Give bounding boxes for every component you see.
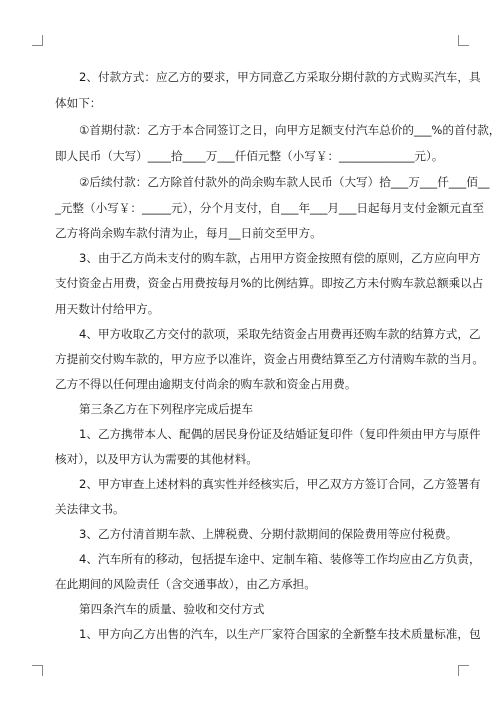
paragraph-line: 2、甲方审查上述材料的真实性并经核实后，甲乙双方方签订合同，乙方签署有 [79, 477, 481, 491]
paragraph-line: ①首期付款：乙方于本合同签订之日，向甲方足额支付汽车总价的___%的首付款， [79, 123, 500, 137]
paragraph-line: 4、汽车所有的移动，包括提车途中、定制车箱、装修等工作均应由乙方负责， [79, 552, 481, 566]
paragraph-line: _元整（小写￥：_____元），分个月支付，自___年___月___日起每月支付金额元直至 [55, 201, 484, 215]
paragraph-line: 在此期间的风险责任（含交通事故），由乙方承担。 [55, 577, 316, 591]
paragraph-line: 核对），以及甲方认为需要的其他材料。 [55, 452, 258, 466]
paragraph-line: 体如下： [55, 96, 102, 110]
corner-mark-bottom-left [32, 665, 43, 676]
paragraph-line: 4、甲方收取乙方交付的款项，采取先结资金占用费再还购车款的结算方式，乙 [79, 327, 481, 341]
paragraph-line: 支付资金占用费，资金占用费按每月%的比例结算。即按乙方未付购车款总额乘以占 [55, 276, 484, 290]
section-heading: 第三条乙方在下列程序完成后提车 [79, 402, 253, 416]
paragraph-line: 3、由于乙方尚未支付的购车款，占用甲方资金按照有偿的原则，乙方应向甲方 [79, 251, 481, 265]
paragraph-line: 乙方不得以任何理由逾期支付尚余的购车款和资金占用费。 [55, 377, 357, 391]
section-heading: 第四条汽车的质量、验收和交付方式 [79, 602, 265, 616]
paragraph-line: 2、付款方式：应乙方的要求，甲方同意乙方采取分期付款的方式购买汽车，具 [79, 70, 481, 84]
paragraph-line: 3、乙方付清首期车款、上牌税费、分期付款期间的保险费用等应付税费。 [79, 527, 458, 541]
paragraph-line: 乙方将尚余购车款付清为止，每月__日前交至甲方。 [55, 226, 322, 240]
corner-mark-bottom-right [458, 665, 469, 676]
paragraph-line: 方提前交付购车款的，甲方应予以准许，资金占用费结算至乙方付清购车款的当月。 [55, 352, 484, 366]
paragraph-line: ②后续付款：乙方除首付款外的尚余购车款人民币（大写）拾___万___仟___佰__ [79, 175, 490, 189]
paragraph-line: 1、乙方携带本人、配偶的居民身份证及结婚证复印件（复印件须由甲方与原件 [79, 427, 481, 441]
paragraph-line: 用天数计付给甲方。 [55, 302, 160, 316]
corner-mark-top-right [458, 35, 469, 46]
paragraph-line: 即人民币（大写）____拾____万___仟佰元整（小写￥：_____________元）。 [55, 149, 444, 163]
paragraph-line: 1、甲方向乙方出售的汽车，以生产厂家符合国家的全新整车技术质量标准，包 [79, 627, 481, 641]
paragraph-line: 关法律文书。 [55, 502, 125, 516]
corner-mark-top-left [32, 35, 43, 46]
